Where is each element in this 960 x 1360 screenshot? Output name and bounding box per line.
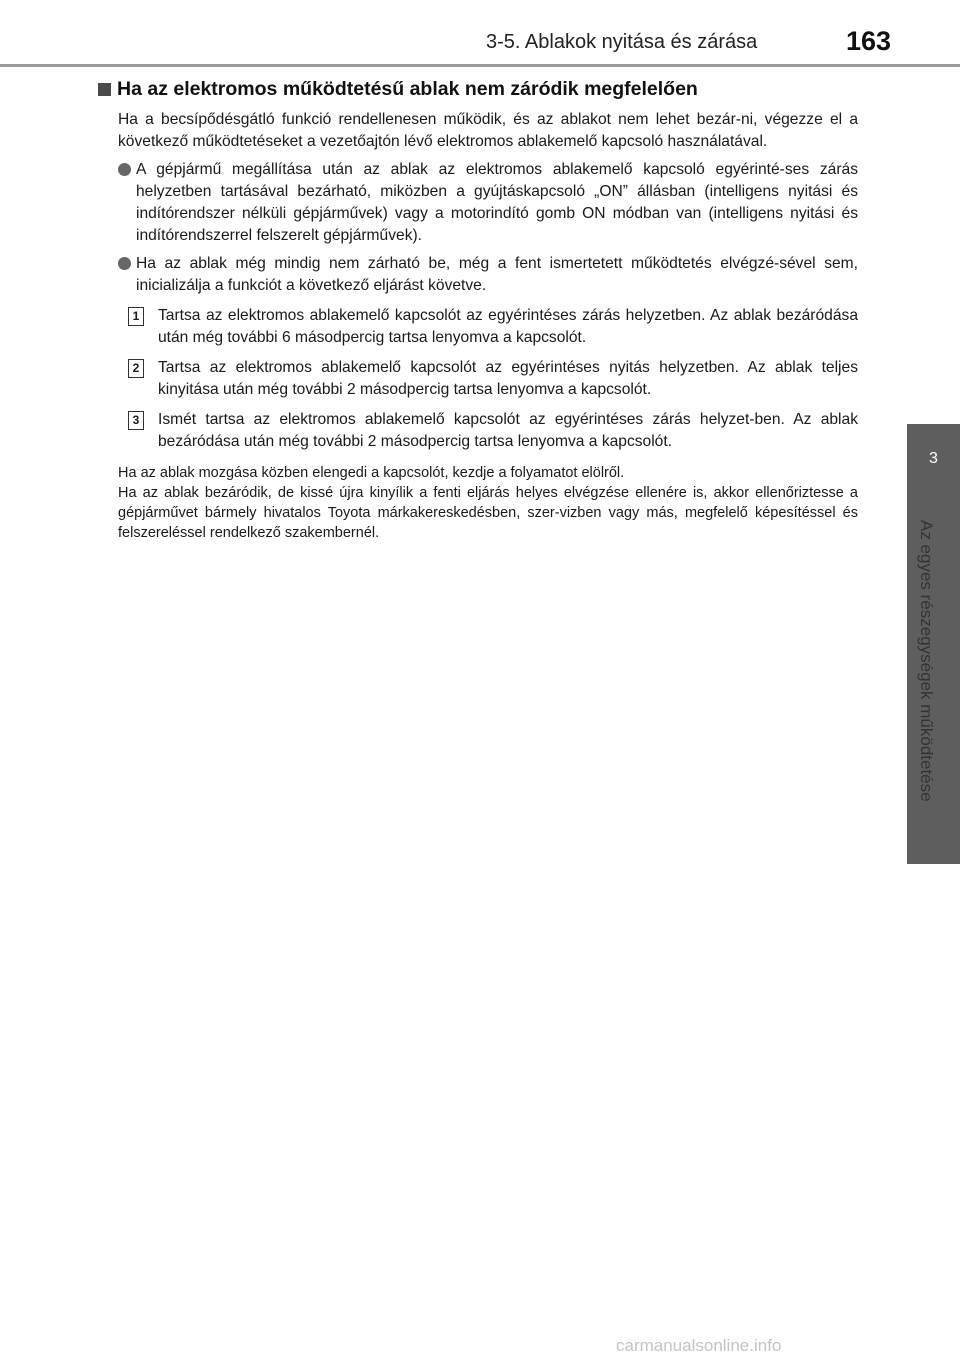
step-text: Tartsa az elektromos ablakemelő kapcsolót az egyérintéses zárás helyzetben. Az ablak bezáródása után még további 6 másodpercig tartsa lenyomva a kapcsolót.	[158, 307, 858, 346]
step-item	[128, 305, 858, 349]
step-number-box: 1	[128, 307, 144, 326]
bullet-text: Ha az ablak még mindig nem zárható be, még a fent ismertetett működtetés elvégzé-sével sem, inicializálja a funkciót a következő eljárást követve.	[136, 255, 858, 294]
step-text: Ismét tartsa az elektromos ablakemelő kapcsolót az egyérintéses zárás helyzet-ben. Az ablak bezáródása után még további 2 másodpercig tartsa lenyomva a kapcsolót.	[158, 411, 858, 450]
chapter-tab-label: Az egyes részegységek működtetése	[917, 520, 936, 802]
chapter-tab-number: 3	[929, 450, 938, 467]
page-number: 163	[846, 26, 892, 56]
step-item	[128, 357, 858, 401]
bullet-text: A gépjármű megállítása után az ablak az elektromos ablakemelő kapcsoló egyérinté-ses zárás helyzetben tartásával bezárható, miközben a gyújtáskapcsoló „ON” állásban (intelligens nyitási és indítórendszer nélküli gépjárművek) vagy a motorindító gomb ON módban van (intelligens nyitási és indítórendszerrel felszerelt gépjárművek).	[136, 161, 858, 244]
step-text: Tartsa az elektromos ablakemelő kapcsolót az egyérintéses nyitás helyzetben. Az ablak teljes kinyitása után még további 2 másodpercig tartsa lenyomva a kapcsolót.	[158, 359, 858, 398]
notes-block	[118, 463, 858, 543]
intro-paragraph: Ha a becsípődésgátló funkció rendellenesen működik, és az ablakot nem lehet bezár-ni, végezze el a következő működtetéseket a vezetőajtón lévő elektromos ablakemelő kapcsoló használatával.	[118, 111, 858, 150]
note-line: Ha az ablak bezáródik, de kissé újra kinyílik a fenti eljárás helyes elvégzése ellenére is, akkor ellenőriztesse a gépjárművet bármely hivatalos Toyota márkakereskedésben, szer-vizben vagy más, megfelelő képesítéssel és felszereléssel rendelkező szakembernél.	[118, 485, 858, 541]
round-bullet-icon	[118, 257, 131, 270]
note-line: Ha az ablak mozgása közben elengedi a kapcsolót, kezdje a folyamatot elölről.	[118, 465, 625, 481]
section-heading	[98, 78, 858, 101]
round-bullet-icon	[118, 163, 131, 176]
header-divider	[0, 64, 960, 67]
bullet-item	[118, 253, 858, 297]
section-heading-text: Ha az elektromos működtetésű ablak nem záródik megfelelően	[117, 78, 698, 100]
running-header-section: 3-5. Ablakok nyitása és zárása	[486, 31, 758, 53]
step-number-box: 2	[128, 359, 144, 378]
site-watermark: carmanualsonline.info	[616, 1336, 782, 1355]
bullet-item	[118, 159, 858, 247]
square-bullet-icon	[98, 83, 111, 96]
step-number-box: 3	[128, 411, 144, 430]
step-item	[128, 409, 858, 453]
page-content	[98, 78, 858, 543]
